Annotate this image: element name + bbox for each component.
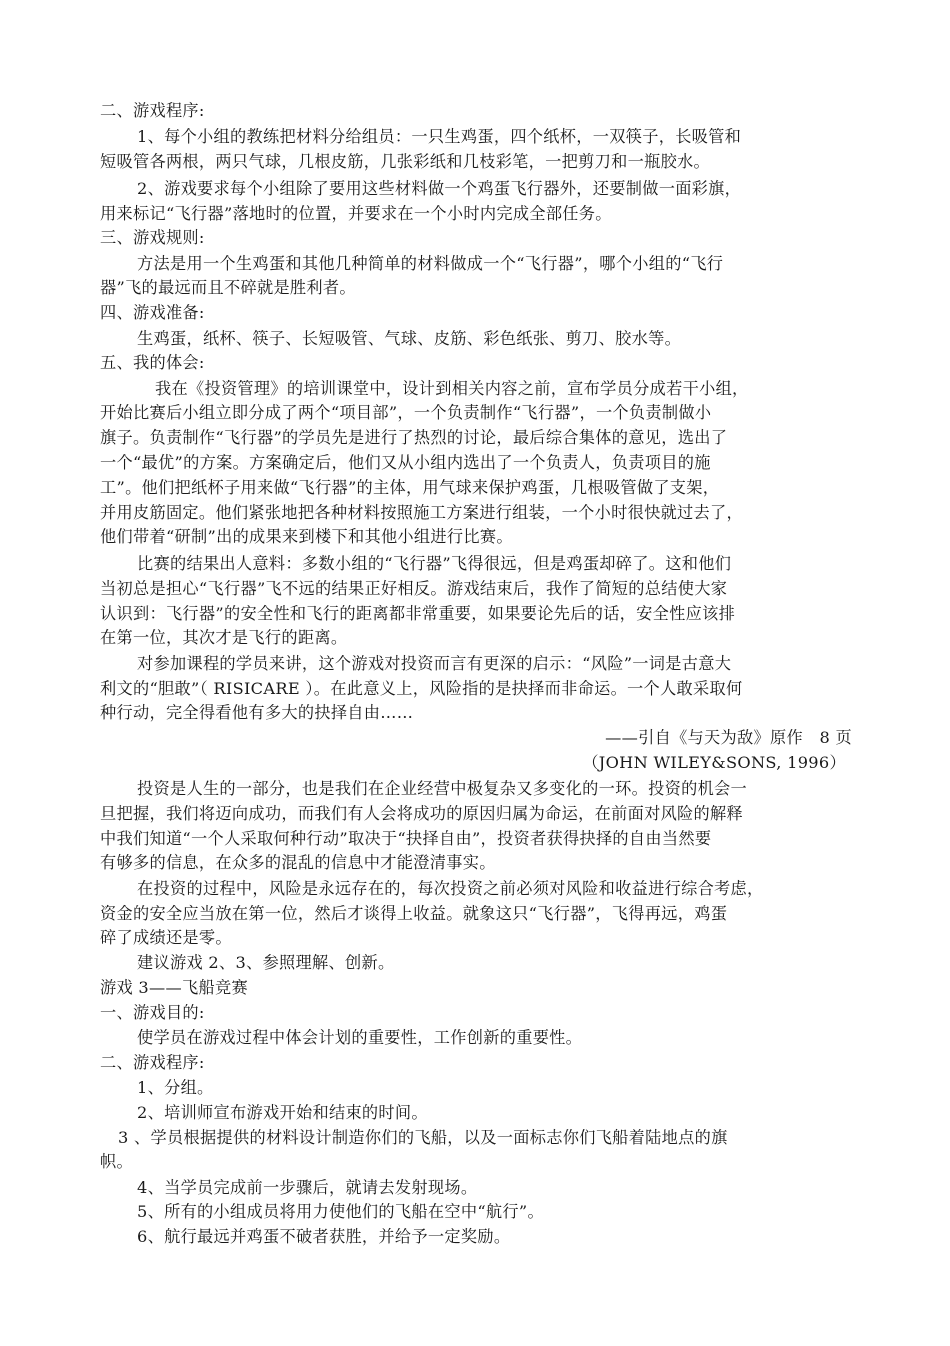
paragraph-line: 一个“最优”的方案。方案确定后，他们又从小组内选出了一个负责人，负责项目的施 (100, 453, 711, 472)
paragraph-line: 2、游戏要求每个小组除了要用这些材料做一个鸡蛋飞行器外，还要制做一面彩旗， (137, 179, 742, 198)
paragraph-line: 在投资的过程中，风险是永远存在的，每次投资之前必须对风险和收益进行综合考虑， (137, 879, 764, 898)
citation-source: ——引自《与天为敌》原作 8 页 (605, 728, 852, 747)
list-item: 2、培训师宣布游戏开始和结束的时间。 (137, 1103, 428, 1122)
paragraph-line: 使学员在游戏过程中体会计划的重要性，工作创新的重要性。 (137, 1028, 583, 1047)
heading-game-objective: 一、游戏目的: (100, 1003, 205, 1022)
paragraph-line: 旦把握，我们将迈向成功，而我们有人会将成功的原因归属为命运，在前面对风险的解释 (100, 804, 744, 823)
list-item-continuation: 帜。 (100, 1152, 133, 1171)
paragraph-line: 投资是人生的一部分，也是我们在企业经营中极复杂又多变化的一环。投资的机会一 (137, 779, 748, 798)
heading-game-preparation: 四、游戏准备: (100, 303, 205, 322)
paragraph-line: 在第一位，其次才是飞行的距离。 (100, 628, 348, 647)
paragraph-line: 器”飞的最远而且不碎就是胜利者。 (100, 278, 356, 297)
paragraph-line: 他们带着“研制”出的成果来到楼下和其他小组进行比赛。 (100, 527, 513, 546)
paragraph-line: 认识到：飞行器”的安全性和飞行的距离都非常重要，如果要论先后的话，安全性应该排 (100, 604, 736, 623)
paragraph-line: 比赛的结果出人意料：多数小组的“飞行器”飞得很远，但是鸡蛋却碎了。这和他们 (137, 554, 732, 573)
heading-game-procedure: 二、游戏程序: (100, 101, 205, 120)
paragraph-line: 有够多的信息，在众多的混乱的信息中才能澄清事实。 (100, 853, 496, 872)
paragraph-line: 生鸡蛋，纸杯、筷子、长短吸管、气球、皮筋、彩色纸张、剪刀、胶水等。 (137, 329, 682, 348)
list-item: 1、分组。 (137, 1078, 214, 1097)
paragraph-line: 我在《投资管理》的培训课堂中，设计到相关内容之前，宣布学员分成若干小组， (155, 379, 749, 398)
list-item: 4、当学员完成前一步骤后，就请去发射现场。 (137, 1178, 478, 1197)
paragraph-line: 工”。他们把纸杯子用来做“飞行器”的主体，用气球来保护鸡蛋，几根吸管做了支架， (100, 478, 720, 497)
heading-my-experience: 五、我的体会: (100, 353, 205, 372)
paragraph-line: 旗子。负责制作“飞行器”的学员先是进行了热烈的讨论，最后综合集体的意见，选出了 (100, 428, 728, 447)
citation-publisher: （JOHN WILEY&SONS, 1996） (582, 753, 846, 772)
paragraph-line: 建议游戏 2、3、参照理解、创新。 (137, 953, 395, 972)
paragraph-line: 用来标记“飞行器”落地时的位置，并要求在一个小时内完成全部任务。 (100, 204, 612, 223)
paragraph-line: 当初总是担心“飞行器”飞不远的结果正好相反。游戏结束后，我作了简短的总结使大家 (100, 579, 728, 598)
paragraph-line: 中我们知道“一个人采取何种行动”取决于“抉择自由”，投资者获得抉择的自由当然要 (100, 829, 712, 848)
paragraph-line: 碎了成绩还是零。 (100, 928, 232, 947)
paragraph-line: 开始比赛后小组立即分成了两个“项目部”，一个负责制作“飞行器”，一个负责制做小 (100, 403, 712, 422)
list-item: 5、所有的小组成员将用力使他们的飞船在空中“航行”。 (137, 1202, 544, 1221)
heading-game-rules: 三、游戏规则: (100, 228, 205, 247)
list-item: 3 、学员根据提供的材料设计制造你们的飞船，以及一面标志你们飞船着陆地点的旗 (118, 1128, 728, 1147)
paragraph-line: 方法是用一个生鸡蛋和其他几种简单的材料做成一个“飞行器”，哪个小组的“飞行 (137, 254, 724, 273)
paragraph-line: 1、每个小组的教练把材料分给组员：一只生鸡蛋，四个纸杯，一双筷子，长吸管和 (137, 127, 742, 146)
paragraph-line: 利文的“胆敢”（ RISICARE ）。在此意义上，风险指的是抉择而非命运。一个人敢采取何 (100, 679, 743, 698)
paragraph-line: 对参加课程的学员来讲，这个游戏对投资而言有更深的启示：“风险”一词是古意大 (137, 654, 732, 673)
paragraph-line: 资金的安全应当放在第一位，然后才谈得上收益。就象这只“飞行器”，飞得再远，鸡蛋 (100, 904, 728, 923)
paragraph-line: 短吸管各两根，两只气球，几根皮筋，几张彩纸和几枝彩笔，一把剪刀和一瓶胶水。 (100, 152, 711, 171)
list-item: 6、航行最远并鸡蛋不破者获胜，并给予一定奖励。 (137, 1227, 511, 1246)
paragraph-line: 种行动，完全得看他有多大的抉择自由…… (100, 703, 414, 722)
paragraph-line: 并用皮筋固定。他们紧张地把各种材料按照施工方案进行组装，一个小时很快就过去了， (100, 503, 744, 522)
heading-game-procedure-2: 二、游戏程序: (100, 1053, 205, 1072)
section-title-game-3: 游戏 3——飞船竞赛 (100, 978, 248, 997)
